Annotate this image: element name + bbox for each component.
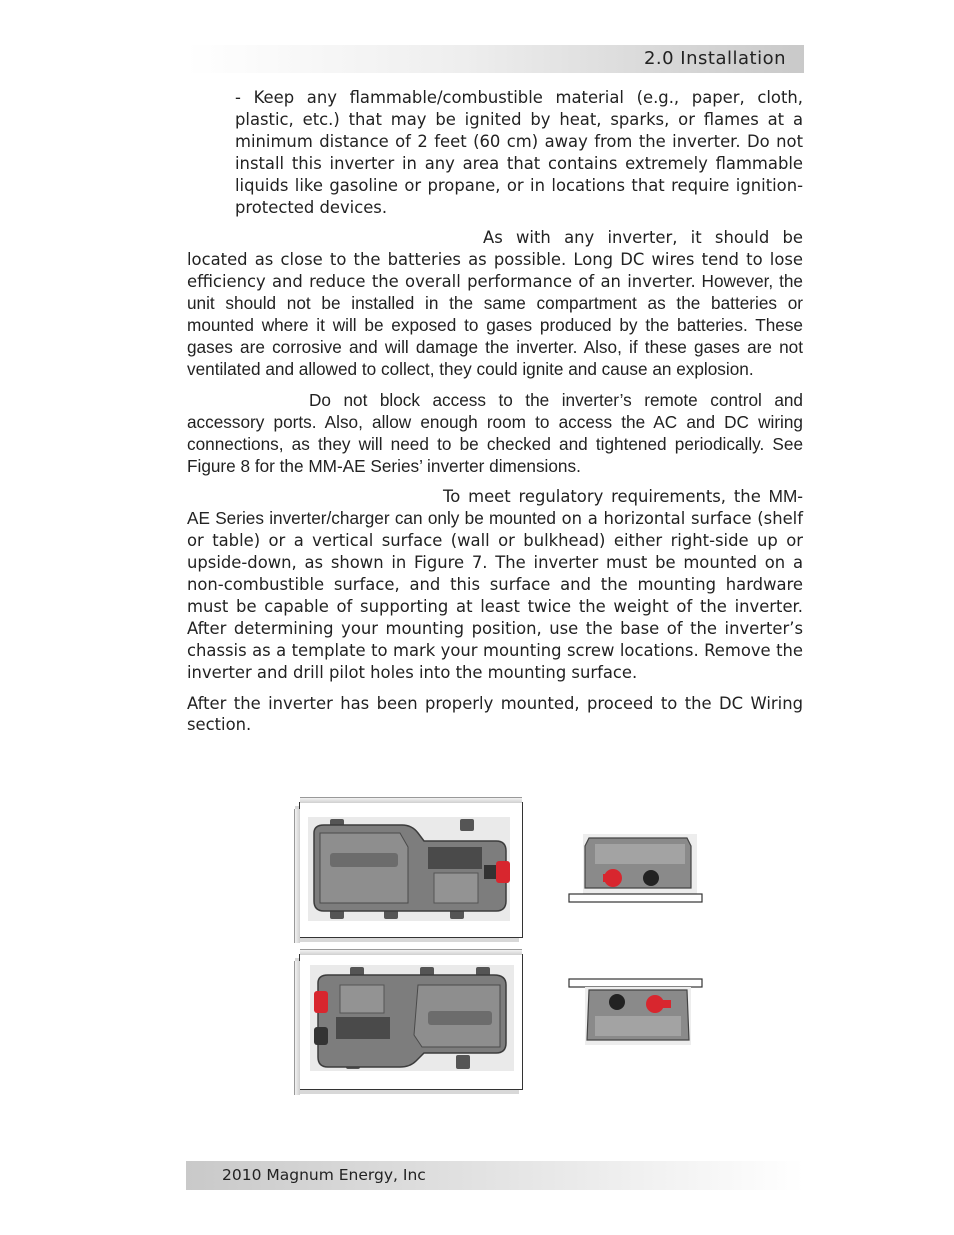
end-view-ceiling-image xyxy=(567,978,703,1048)
mounting-figure-frame-top xyxy=(299,802,523,938)
battery-location-text: As with any inverter, it should be located as close to the batteries as possible. Long DC wires tend to lose efficiency and reduce the overall performance of an inverter. xyxy=(187,228,803,292)
footer-bar xyxy=(186,1161,804,1190)
mounting-detail-text: on a horizontal surface (shelf or table) or a vertical surface (wall or bulkhead) either right-side up or upside-down, as shown in Figure 7. The inverter must be mounted on a non-combustible surface, and this surface and the mounting hardware must be capable of supporting at least twice the weight of the inverter. After determining your mounting position, use the base of the inverter’s chassis as a template to mark your mounting screw locations. Remove the inverter and drill pilot holes into the mounting surface. xyxy=(187,509,803,682)
inverter-upside-down-image xyxy=(300,955,522,1089)
section-title: 2.0 Installation xyxy=(643,48,786,69)
end-view-ceiling-figure xyxy=(567,978,703,1048)
paragraph-mounting xyxy=(187,486,803,683)
end-view-shelf-image xyxy=(567,832,703,904)
battery-gases-warning: However, the unit should not be installed in the same compartment as the batteries or mounted where it will be exposed to gases produced by the batteries. These gases are corrosive and will damage the inverter. Also, if these gases are not ventilated and allowed to collect, they could ignite and cause an explosion. xyxy=(187,271,803,379)
paragraph-battery-location xyxy=(187,227,803,380)
paragraph-flammable: - Keep any flammable/combustible material (e.g., paper, cloth, plastic, etc.) that may be ignited by heat, sparks, or flames at a minimum distance of 2 feet (60 cm) away from the inverter. Do not install this inverter in any area that contains extremely flammable liquids like gasoline or propane, or in locations that require ignition-protected devices. xyxy=(235,88,803,217)
section-header-bar xyxy=(186,45,804,73)
inverter-top-view-image xyxy=(300,803,522,937)
mounting-requirement-text: MM-AE Series inverter/charger can only be mounted xyxy=(187,486,803,529)
mounting-figure-frame-bottom xyxy=(299,954,523,1090)
footer-copyright: 2010 Magnum Energy, Inc xyxy=(222,1166,426,1184)
paragraph-access xyxy=(187,390,803,478)
mounting-lead-text: To meet regulatory requirements, the xyxy=(443,487,761,507)
paragraph-next-step: After the inverter has been properly mounted, proceed to the DC Wiring section. xyxy=(187,693,803,735)
access-text: Do not block access to the inverter’s remote control and accessory ports. Also, allow enough room to access the AC and DC wiring connections, as they will need to be checked and tightened periodically. See Figure 8 for the MM-AE Series’ inverter dimensions. xyxy=(187,389,803,476)
end-view-shelf-figure xyxy=(567,832,703,904)
body-text xyxy=(187,87,803,745)
